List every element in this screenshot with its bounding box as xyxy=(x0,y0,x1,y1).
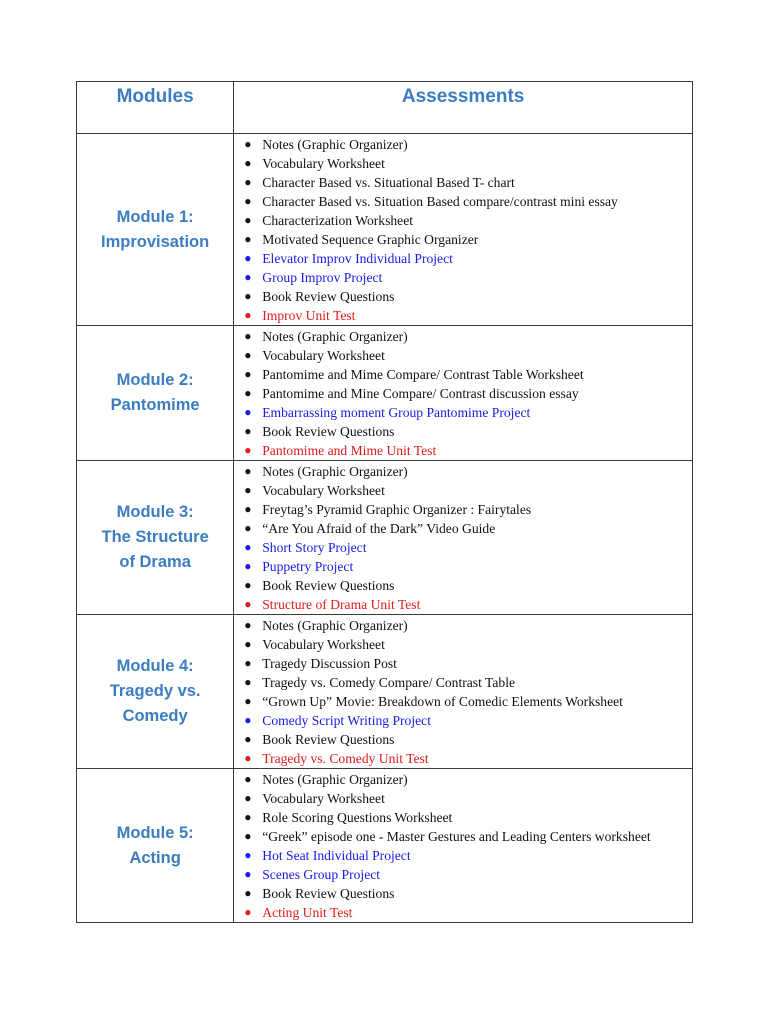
module-row xyxy=(77,769,693,923)
assessment-item-text: Motivated Sequence Graphic Organizer xyxy=(262,232,479,247)
module-row xyxy=(77,461,693,615)
bullet-icon: ● xyxy=(244,886,252,900)
assessment-item xyxy=(234,154,692,173)
assessment-item xyxy=(234,192,692,211)
assessment-item-text: Notes (Graphic Organizer) xyxy=(262,772,408,787)
assessment-item-text: Tragedy vs. Comedy Unit Test xyxy=(262,751,429,766)
bullet-icon: ● xyxy=(244,137,252,151)
assessment-item xyxy=(234,173,692,192)
assessment-item-text: Embarrassing moment Group Pantomime Project xyxy=(262,405,531,420)
module-row xyxy=(77,615,693,769)
bullet-icon: ● xyxy=(244,751,252,765)
assessment-item-text: Comedy Script Writing Project xyxy=(262,713,431,728)
bullet-icon: ● xyxy=(244,656,252,670)
module-name-line: Module 1: xyxy=(116,207,194,226)
assessment-item xyxy=(234,327,692,346)
assessment-item-text: Book Review Questions xyxy=(262,886,395,901)
assessment-item-text: Improv Unit Test xyxy=(262,308,356,323)
module-name-cell xyxy=(77,769,234,923)
assessment-item-text: Elevator Improv Individual Project xyxy=(262,251,453,266)
bullet-icon: ● xyxy=(244,329,252,343)
assessment-item xyxy=(234,519,692,538)
assessment-item-text: Group Improv Project xyxy=(262,270,383,285)
table-body xyxy=(77,82,693,923)
assessment-item-text: Character Based vs. Situation Based compare/contrast mini essay xyxy=(262,194,618,209)
assessment-list xyxy=(234,461,692,614)
assessment-list xyxy=(234,326,692,460)
bullet-icon: ● xyxy=(244,308,252,322)
assessment-item-text: Short Story Project xyxy=(262,540,367,555)
assessment-item-text: Notes (Graphic Organizer) xyxy=(262,618,408,633)
assessment-item xyxy=(234,770,692,789)
assessment-item-text: Pantomime and Mine Compare/ Contrast discussion essay xyxy=(262,386,579,401)
module-name-line: of Drama xyxy=(119,553,191,571)
bullet-icon: ● xyxy=(244,483,252,497)
assessment-item xyxy=(234,903,692,922)
assessment-item-text: Vocabulary Worksheet xyxy=(262,791,385,806)
assessment-item-text: Book Review Questions xyxy=(262,289,395,304)
assessment-item xyxy=(234,422,692,441)
assessment-item xyxy=(234,230,692,249)
assessments-cell xyxy=(234,134,693,326)
bullet-icon: ● xyxy=(244,867,252,881)
bullet-icon: ● xyxy=(244,810,252,824)
assessment-item-text: Scenes Group Project xyxy=(262,867,381,882)
bullet-icon: ● xyxy=(244,618,252,632)
module-name-line: Acting xyxy=(129,848,181,867)
assessment-item-text: Notes (Graphic Organizer) xyxy=(262,137,408,152)
assessment-item-text: “Are You Afraid of the Dark” Video Guide xyxy=(262,521,496,536)
bullet-icon: ● xyxy=(244,521,252,535)
assessment-item-text: “Greek” episode one - Master Gestures and Leading Centers worksheet xyxy=(262,829,651,844)
module-name-line: Comedy xyxy=(122,707,188,725)
assessment-item-text: Role Scoring Questions Worksheet xyxy=(262,810,453,825)
assessment-item xyxy=(234,135,692,154)
assessment-item-text: “Grown Up” Movie: Breakdown of Comedic Elements Worksheet xyxy=(262,694,623,709)
bullet-icon: ● xyxy=(244,791,252,805)
assessment-item-text: Structure of Drama Unit Test xyxy=(262,597,421,612)
assessment-item xyxy=(234,538,692,557)
assessment-item xyxy=(234,576,692,595)
assessment-list xyxy=(234,769,692,922)
assessment-item xyxy=(234,268,692,287)
bullet-icon: ● xyxy=(244,194,252,208)
assessment-item-text: Puppetry Project xyxy=(262,559,354,574)
assessment-item xyxy=(234,884,692,903)
assessment-item-text: Tragedy Discussion Post xyxy=(262,656,397,671)
bullet-icon: ● xyxy=(244,464,252,478)
assessment-item-text: Character Based vs. Situational Based T- chart xyxy=(262,175,515,190)
module-row xyxy=(77,134,693,326)
module-name-cell xyxy=(77,134,234,326)
assessment-item xyxy=(234,403,692,422)
assessment-item-text: Characterization Worksheet xyxy=(262,213,414,228)
modules-header: Modules xyxy=(77,82,234,134)
assessment-item xyxy=(234,749,692,768)
bullet-icon: ● xyxy=(244,405,252,419)
module-name-cell xyxy=(77,615,234,769)
bullet-icon: ● xyxy=(244,386,252,400)
assessment-item xyxy=(234,616,692,635)
assessment-item xyxy=(234,211,692,230)
assessment-item xyxy=(234,481,692,500)
assessment-item xyxy=(234,692,692,711)
assessment-item-text: Vocabulary Worksheet xyxy=(262,348,385,363)
assessment-item xyxy=(234,827,692,846)
bullet-icon: ● xyxy=(244,156,252,170)
module-name-line: Pantomime xyxy=(110,396,200,414)
assessment-item-text: Notes (Graphic Organizer) xyxy=(262,464,408,479)
assessments-header: Assessments xyxy=(234,82,693,134)
assessment-item xyxy=(234,865,692,884)
bullet-icon: ● xyxy=(244,772,252,786)
module-name-cell xyxy=(77,326,234,461)
module-name-line: Improvisation xyxy=(101,232,210,251)
assessment-item-text: Pantomime and Mime Unit Test xyxy=(262,443,437,458)
assessment-item xyxy=(234,789,692,808)
bullet-icon: ● xyxy=(244,637,252,651)
assessment-list xyxy=(234,615,692,768)
bullet-icon: ● xyxy=(244,829,252,843)
assessment-item xyxy=(234,730,692,749)
bullet-icon: ● xyxy=(244,694,252,708)
assessment-item xyxy=(234,635,692,654)
assessment-item-text: Book Review Questions xyxy=(262,732,395,747)
assessment-item-text: Book Review Questions xyxy=(262,424,395,439)
bullet-icon: ● xyxy=(244,578,252,592)
module-name-line: Tragedy vs. xyxy=(109,682,201,700)
module-name-line: Module 3: xyxy=(116,503,194,521)
bullet-icon: ● xyxy=(244,424,252,438)
assessment-item xyxy=(234,711,692,730)
bullet-icon: ● xyxy=(244,540,252,554)
assessment-item xyxy=(234,287,692,306)
assessment-item xyxy=(234,808,692,827)
bullet-icon: ● xyxy=(244,175,252,189)
assessment-item xyxy=(234,346,692,365)
bullet-icon: ● xyxy=(244,597,252,611)
assessment-item xyxy=(234,595,692,614)
assessment-list xyxy=(234,134,692,325)
assessments-cell xyxy=(234,461,693,615)
assessment-item xyxy=(234,384,692,403)
bullet-icon: ● xyxy=(244,675,252,689)
assessment-item xyxy=(234,500,692,519)
bullet-icon: ● xyxy=(244,713,252,727)
assessment-item xyxy=(234,441,692,460)
assessment-item-text: Acting Unit Test xyxy=(262,905,353,920)
bullet-icon: ● xyxy=(244,213,252,227)
module-name-line: The Structure xyxy=(101,528,209,546)
module-row xyxy=(77,326,693,461)
header-row xyxy=(77,82,693,134)
bullet-icon: ● xyxy=(244,502,252,516)
modules-assessments-table xyxy=(76,81,693,923)
module-name-cell xyxy=(77,461,234,615)
assessment-item-text: Vocabulary Worksheet xyxy=(262,156,385,171)
bullet-icon: ● xyxy=(244,732,252,746)
bullet-icon: ● xyxy=(244,270,252,284)
assessment-item xyxy=(234,365,692,384)
assessment-item-text: Hot Seat Individual Project xyxy=(262,848,411,863)
assessment-item xyxy=(234,846,692,865)
bullet-icon: ● xyxy=(244,559,252,573)
bullet-icon: ● xyxy=(244,289,252,303)
assessment-item xyxy=(234,306,692,325)
module-name-line: Module 5: xyxy=(116,823,194,842)
assessment-item-text: Freytag’s Pyramid Graphic Organizer : Fairytales xyxy=(262,502,532,517)
assessment-item-text: Vocabulary Worksheet xyxy=(262,637,385,652)
bullet-icon: ● xyxy=(244,905,252,919)
assessment-item-text: Pantomime and Mime Compare/ Contrast Table Worksheet xyxy=(262,367,584,382)
assessment-item-text: Book Review Questions xyxy=(262,578,395,593)
assessment-item-text: Vocabulary Worksheet xyxy=(262,483,385,498)
module-name-line: Module 4: xyxy=(116,657,194,675)
bullet-icon: ● xyxy=(244,367,252,381)
bullet-icon: ● xyxy=(244,232,252,246)
assessment-item-text: Notes (Graphic Organizer) xyxy=(262,329,408,344)
assessment-item xyxy=(234,673,692,692)
bullet-icon: ● xyxy=(244,348,252,362)
assessments-cell xyxy=(234,326,693,461)
assessments-cell xyxy=(234,769,693,923)
assessment-item xyxy=(234,654,692,673)
module-name-line: Module 2: xyxy=(116,371,194,389)
assessments-cell xyxy=(234,615,693,769)
bullet-icon: ● xyxy=(244,251,252,265)
assessment-item xyxy=(234,249,692,268)
assessment-item xyxy=(234,557,692,576)
assessment-item xyxy=(234,462,692,481)
assessment-item-text: Tragedy vs. Comedy Compare/ Contrast Table xyxy=(262,675,516,690)
bullet-icon: ● xyxy=(244,443,252,457)
bullet-icon: ● xyxy=(244,848,252,862)
